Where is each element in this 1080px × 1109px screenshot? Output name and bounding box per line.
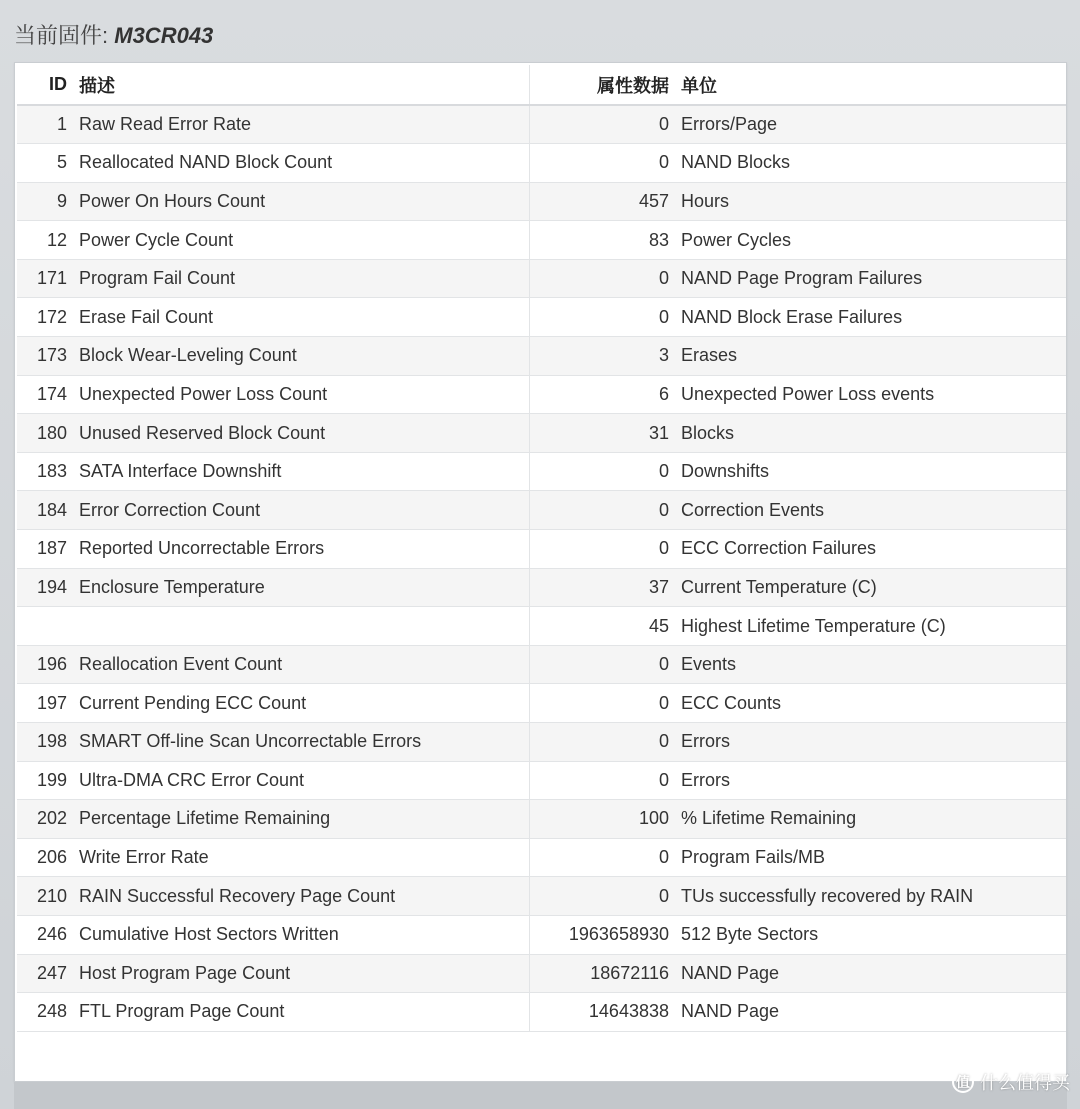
table-row bbox=[17, 259, 1066, 298]
table-row bbox=[17, 645, 1066, 684]
cell-id: 173 bbox=[17, 337, 73, 376]
cell-description: Raw Read Error Rate bbox=[73, 105, 529, 144]
cell-value: 83 bbox=[529, 221, 675, 260]
cell-unit: Highest Lifetime Temperature (C) bbox=[675, 607, 1066, 646]
table-row bbox=[17, 337, 1066, 376]
table-row bbox=[17, 723, 1066, 762]
cell-unit: Current Temperature (C) bbox=[675, 568, 1066, 607]
cell-unit: % Lifetime Remaining bbox=[675, 800, 1066, 839]
cell-id: 199 bbox=[17, 761, 73, 800]
table-row bbox=[17, 414, 1066, 453]
table-row bbox=[17, 800, 1066, 839]
cell-description: Ultra-DMA CRC Error Count bbox=[73, 761, 529, 800]
cell-description: Reported Uncorrectable Errors bbox=[73, 530, 529, 569]
cell-id: 247 bbox=[17, 954, 73, 993]
cell-id: 174 bbox=[17, 375, 73, 414]
cell-unit: NAND Page bbox=[675, 993, 1066, 1032]
table-row bbox=[17, 221, 1066, 260]
cell-description: Percentage Lifetime Remaining bbox=[73, 800, 529, 839]
cell-id: 197 bbox=[17, 684, 73, 723]
cell-description bbox=[73, 607, 529, 646]
watermark-logo-icon: 值 bbox=[952, 1071, 974, 1093]
smart-attributes-table bbox=[17, 65, 1066, 1032]
cell-value: 45 bbox=[529, 607, 675, 646]
cell-id: 172 bbox=[17, 298, 73, 337]
cell-description: SATA Interface Downshift bbox=[73, 452, 529, 491]
column-header-unit: 单位 bbox=[675, 65, 1066, 105]
cell-value: 0 bbox=[529, 298, 675, 337]
table-row bbox=[17, 954, 1066, 993]
cell-id: 210 bbox=[17, 877, 73, 916]
cell-unit: NAND Blocks bbox=[675, 144, 1066, 183]
cell-unit: ECC Counts bbox=[675, 684, 1066, 723]
cell-value: 0 bbox=[529, 491, 675, 530]
cell-description: Enclosure Temperature bbox=[73, 568, 529, 607]
firmware-version: M3CR043 bbox=[114, 23, 214, 48]
cell-unit: ECC Correction Failures bbox=[675, 530, 1066, 569]
panel-footer bbox=[14, 1082, 1067, 1109]
cell-description: RAIN Successful Recovery Page Count bbox=[73, 877, 529, 916]
cell-id bbox=[17, 607, 73, 646]
cell-value: 0 bbox=[529, 105, 675, 144]
cell-value: 0 bbox=[529, 452, 675, 491]
firmware-label: 当前固件: bbox=[14, 23, 109, 48]
cell-value: 0 bbox=[529, 723, 675, 762]
cell-unit: Unexpected Power Loss events bbox=[675, 375, 1066, 414]
cell-id: 194 bbox=[17, 568, 73, 607]
cell-id: 187 bbox=[17, 530, 73, 569]
cell-id: 184 bbox=[17, 491, 73, 530]
cell-id: 198 bbox=[17, 723, 73, 762]
table-row bbox=[17, 915, 1066, 954]
cell-description: Reallocation Event Count bbox=[73, 645, 529, 684]
cell-value: 100 bbox=[529, 800, 675, 839]
table-row bbox=[17, 877, 1066, 916]
cell-id: 196 bbox=[17, 645, 73, 684]
cell-id: 183 bbox=[17, 452, 73, 491]
cell-description: Host Program Page Count bbox=[73, 954, 529, 993]
cell-unit: Errors/Page bbox=[675, 105, 1066, 144]
table-row bbox=[17, 144, 1066, 183]
table-row bbox=[17, 530, 1066, 569]
cell-value: 0 bbox=[529, 144, 675, 183]
cell-id: 246 bbox=[17, 915, 73, 954]
cell-value: 37 bbox=[529, 568, 675, 607]
cell-value: 14643838 bbox=[529, 993, 675, 1032]
cell-description: Write Error Rate bbox=[73, 838, 529, 877]
cell-unit: TUs successfully recovered by RAIN bbox=[675, 877, 1066, 916]
smart-attributes-panel bbox=[14, 62, 1067, 1082]
cell-id: 12 bbox=[17, 221, 73, 260]
table-row bbox=[17, 568, 1066, 607]
cell-unit: Downshifts bbox=[675, 452, 1066, 491]
cell-unit: Power Cycles bbox=[675, 221, 1066, 260]
table-row bbox=[17, 993, 1066, 1032]
table-row bbox=[17, 298, 1066, 337]
cell-value: 3 bbox=[529, 337, 675, 376]
table-row bbox=[17, 761, 1066, 800]
cell-unit: NAND Page bbox=[675, 954, 1066, 993]
cell-value: 0 bbox=[529, 259, 675, 298]
table-row bbox=[17, 838, 1066, 877]
table-row bbox=[17, 684, 1066, 723]
cell-unit: Erases bbox=[675, 337, 1066, 376]
cell-value: 31 bbox=[529, 414, 675, 453]
cell-unit: Hours bbox=[675, 182, 1066, 221]
cell-description: Power Cycle Count bbox=[73, 221, 529, 260]
cell-id: 206 bbox=[17, 838, 73, 877]
cell-description: Block Wear-Leveling Count bbox=[73, 337, 529, 376]
column-header-description: 描述 bbox=[73, 65, 529, 105]
cell-description: FTL Program Page Count bbox=[73, 993, 529, 1032]
firmware-header bbox=[14, 22, 213, 50]
cell-unit: Blocks bbox=[675, 414, 1066, 453]
cell-unit: NAND Block Erase Failures bbox=[675, 298, 1066, 337]
cell-unit: Program Fails/MB bbox=[675, 838, 1066, 877]
cell-id: 5 bbox=[17, 144, 73, 183]
cell-description: Cumulative Host Sectors Written bbox=[73, 915, 529, 954]
cell-value: 1963658930 bbox=[529, 915, 675, 954]
cell-unit: NAND Page Program Failures bbox=[675, 259, 1066, 298]
cell-id: 202 bbox=[17, 800, 73, 839]
cell-description: Power On Hours Count bbox=[73, 182, 529, 221]
cell-value: 0 bbox=[529, 530, 675, 569]
cell-unit: 512 Byte Sectors bbox=[675, 915, 1066, 954]
cell-id: 180 bbox=[17, 414, 73, 453]
cell-unit: Errors bbox=[675, 723, 1066, 762]
cell-id: 1 bbox=[17, 105, 73, 144]
cell-unit: Errors bbox=[675, 761, 1066, 800]
cell-id: 9 bbox=[17, 182, 73, 221]
cell-value: 6 bbox=[529, 375, 675, 414]
cell-description: Unexpected Power Loss Count bbox=[73, 375, 529, 414]
cell-description: Erase Fail Count bbox=[73, 298, 529, 337]
cell-value: 0 bbox=[529, 838, 675, 877]
column-header-value: 属性数据 bbox=[529, 65, 675, 105]
cell-description: Reallocated NAND Block Count bbox=[73, 144, 529, 183]
cell-description: Error Correction Count bbox=[73, 491, 529, 530]
cell-value: 0 bbox=[529, 684, 675, 723]
cell-value: 0 bbox=[529, 877, 675, 916]
cell-value: 0 bbox=[529, 645, 675, 684]
cell-id: 171 bbox=[17, 259, 73, 298]
cell-unit: Events bbox=[675, 645, 1066, 684]
column-header-id: ID bbox=[17, 65, 73, 105]
cell-description: Unused Reserved Block Count bbox=[73, 414, 529, 453]
cell-description: Program Fail Count bbox=[73, 259, 529, 298]
table-row bbox=[17, 182, 1066, 221]
watermark bbox=[952, 1069, 1070, 1095]
watermark-text: 什么值得买 bbox=[980, 1073, 1070, 1093]
cell-description: SMART Off-line Scan Uncorrectable Errors bbox=[73, 723, 529, 762]
table-row bbox=[17, 105, 1066, 144]
cell-id: 248 bbox=[17, 993, 73, 1032]
table-header-row bbox=[17, 65, 1066, 105]
table-row bbox=[17, 491, 1066, 530]
table-row bbox=[17, 607, 1066, 646]
cell-value: 0 bbox=[529, 761, 675, 800]
cell-unit: Correction Events bbox=[675, 491, 1066, 530]
table-row bbox=[17, 375, 1066, 414]
table-row bbox=[17, 452, 1066, 491]
cell-description: Current Pending ECC Count bbox=[73, 684, 529, 723]
cell-value: 18672116 bbox=[529, 954, 675, 993]
cell-value: 457 bbox=[529, 182, 675, 221]
